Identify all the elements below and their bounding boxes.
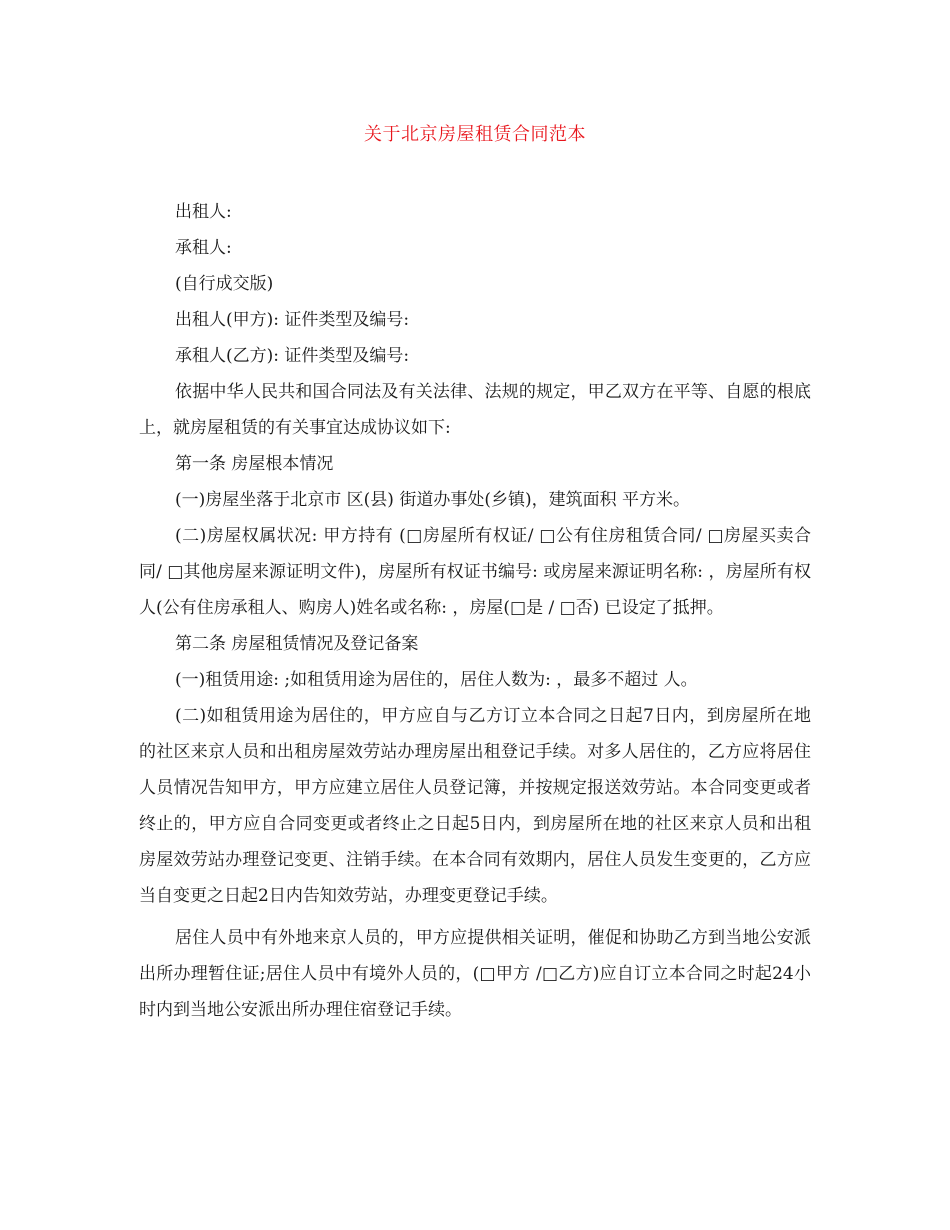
paragraph-article-2-heading: 第二条 房屋租赁情况及登记备案 (175, 634, 419, 654)
paragraph-edition: (自行成交版) (175, 274, 274, 294)
paragraph-article-1-item-1: (一)房屋坐落于北京市 区(县) 街道办事处(乡镇)，建筑面积 平方米。 (175, 490, 691, 510)
paragraph-preamble: 依据中华人民共和国合同法及有关法律、法规的规定，甲乙双方在平等、自愿的根底上，就房屋租赁的有关事宜达成协议如下: (139, 382, 811, 438)
paragraph-article-1-heading: 第一条 房屋根本情况 (175, 454, 334, 474)
paragraph-lessor: 出租人: (175, 202, 232, 222)
paragraph-article-2-residents: 居住人员中有外地来京人员的，甲方应提供相关证明，催促和协助乙方到当地公安派出所办理暂住证;居住人员中有境外人员的，(□甲方 /□乙方)应自订立本合同之时起24小时内到当地公安派出所办理住宿登记手续。 (139, 928, 811, 1020)
paragraph-party-b: 承租人(乙方): 证件类型及编号: (175, 346, 410, 366)
paragraph-article-1-item-2: (二)房屋权属状况: 甲方持有 (□房屋所有权证/ □公有住房租赁合同/ □房屋买卖合同/ □其他房屋来源证明文件)，房屋所有权证书编号: 或房屋来源证明名称: ，房屋所有权人(公有住房承租人、购房人)姓名或名称: ，房屋(□是 / □否) 已设定了抵押。 (139, 526, 811, 618)
paragraph-article-2-item-1: (一)租赁用途: ;如租赁用途为居住的，居住人数为: ，最多不超过 人。 (175, 670, 698, 690)
document-title: 关于北京房屋租赁合同范本 (364, 124, 586, 145)
document-body (139, 194, 811, 1028)
paragraph-lessee: 承租人: (175, 238, 232, 258)
paragraph-party-a: 出租人(甲方): 证件类型及编号: (175, 310, 410, 330)
paragraph-article-2-item-2: (二)如租赁用途为居住的，甲方应自与乙方订立本合同之日起7日内，到房屋所在地的社区来京人员和出租房屋效劳站办理房屋出租登记手续。对多人居住的，乙方应将居住人员情况告知甲方，甲方应建立居住人员登记簿，并按规定报送效劳站。本合同变更或者终止的，甲方应自合同变更或者终止之日起5日内，到房屋所在地的社区来京人员和出租房屋效劳站办理登记变更、注销手续。在本合同有效期内，居住人员发生变更的，乙方应当自变更之日起2日内告知效劳站，办理变更登记手续。 (139, 706, 811, 906)
